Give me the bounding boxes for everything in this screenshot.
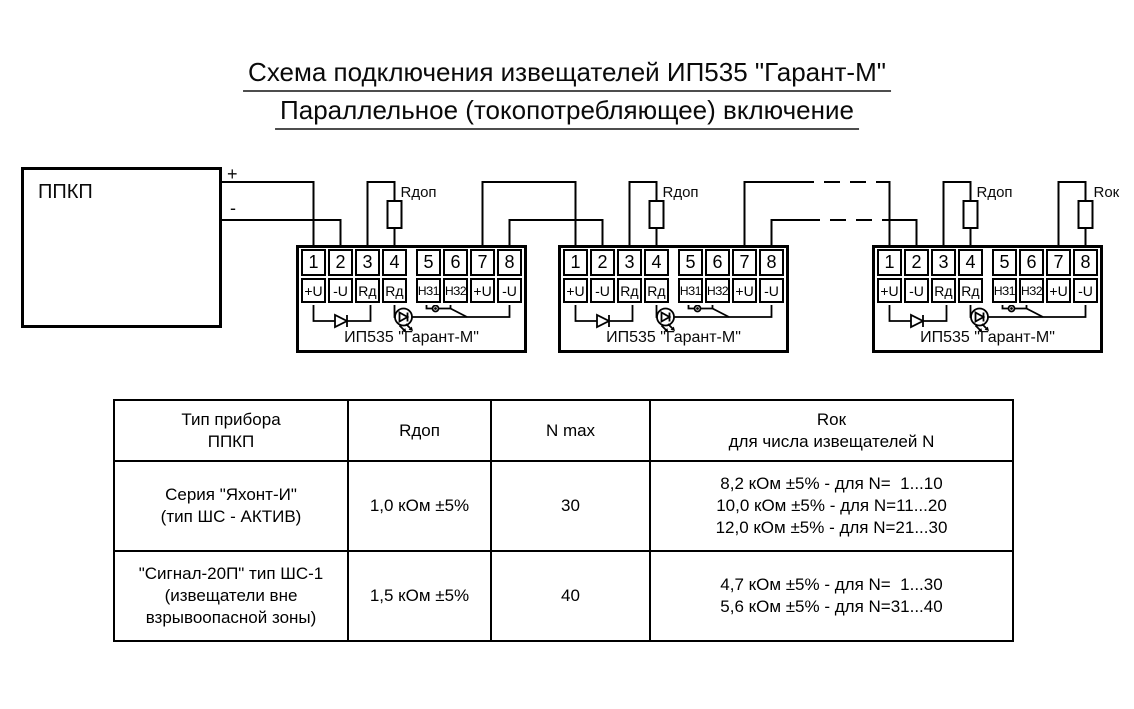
terminal-name-rd: Rд bbox=[617, 278, 642, 303]
row2-rok: 4,7 кОм ±5% - для N= 1...30 5,6 кОм ±5% - для N=31...40 bbox=[720, 575, 943, 616]
terminal-number-3: 3 bbox=[355, 249, 380, 276]
terminal-group-separator bbox=[671, 278, 676, 303]
terminal-number-7: 7 bbox=[732, 249, 757, 276]
terminal-number-6: 6 bbox=[705, 249, 730, 276]
terminal-name-plus-u: +U bbox=[877, 278, 902, 303]
terminal-number-7: 7 bbox=[1046, 249, 1071, 276]
resistor-rdop-3 bbox=[964, 201, 978, 228]
terminal-names-row bbox=[301, 278, 522, 303]
terminal-name-nz1: НЗ1 bbox=[678, 278, 703, 303]
terminal-name-minus-u: -U bbox=[904, 278, 929, 303]
diode-icon bbox=[314, 305, 371, 327]
terminal-name-minus-u: -U bbox=[590, 278, 615, 303]
detector-block-label: ИП535 "Гарант-М" bbox=[606, 329, 741, 346]
terminal-names-row bbox=[877, 278, 1098, 303]
terminal-group-separator bbox=[985, 278, 990, 303]
detector-block-2 bbox=[558, 245, 789, 353]
diode-icon bbox=[890, 305, 947, 327]
terminal-number-5: 5 bbox=[992, 249, 1017, 276]
resistor-rdop-2 bbox=[650, 201, 664, 228]
terminal-group-separator bbox=[409, 249, 414, 276]
rok-label: Rок bbox=[1093, 184, 1120, 201]
page-subtitle: Параллельное (токопотребляющее) включение bbox=[275, 95, 859, 130]
ppkp-label: ППКП bbox=[38, 181, 93, 203]
detector-block-1 bbox=[296, 245, 527, 353]
terminal-number-4: 4 bbox=[644, 249, 669, 276]
plus-terminal-label: + bbox=[227, 164, 238, 184]
terminal-name-nz1: НЗ1 bbox=[992, 278, 1017, 303]
terminal-name-minus-u: -U bbox=[497, 278, 522, 303]
terminal-number-2: 2 bbox=[590, 249, 615, 276]
page-title: Схема подключения извещателей ИП535 "Гарант-М" bbox=[243, 57, 891, 92]
terminal-name-rd: Rд bbox=[382, 278, 407, 303]
row1-device: Серия "Яхонт-И" (тип ШС - АКТИВ) bbox=[115, 462, 349, 552]
header-rok: Rок для числа извещателей N bbox=[651, 401, 1012, 462]
wire-block2-block3-plus-end bbox=[882, 182, 890, 249]
detector-block-label: ИП535 "Гарант-М" bbox=[920, 329, 1055, 346]
terminal-name-plus-u: +U bbox=[732, 278, 757, 303]
row1-rok: 8,2 кОм ±5% - для N= 1...10 10,0 кОм ±5% - для N=11...20 12,0 кОм ±5% - для N=21...30 bbox=[651, 462, 1012, 552]
resistor-rdop-1 bbox=[388, 201, 402, 228]
wire-block1-block2-plus bbox=[483, 182, 576, 249]
terminal-number-4: 4 bbox=[958, 249, 983, 276]
terminal-names-row bbox=[563, 278, 784, 303]
row2-device: "Сигнал-20П" тип ШС-1 (извещатели вне взрывоопасной зоны) bbox=[115, 552, 349, 640]
terminal-name-plus-u: +U bbox=[1046, 278, 1071, 303]
terminal-number-8: 8 bbox=[497, 249, 522, 276]
terminal-name-rd: Rд bbox=[355, 278, 380, 303]
terminal-number-7: 7 bbox=[470, 249, 495, 276]
terminal-group-separator bbox=[409, 278, 414, 303]
terminal-name-plus-u: +U bbox=[470, 278, 495, 303]
terminal-number-4: 4 bbox=[382, 249, 407, 276]
rdop-label-2: Rдоп bbox=[662, 184, 699, 201]
terminal-number-8: 8 bbox=[1073, 249, 1098, 276]
terminal-name-minus-u: -U bbox=[328, 278, 353, 303]
header-rdop: Rдоп bbox=[349, 401, 492, 462]
diode-icon bbox=[576, 305, 633, 327]
row1-rdop: 1,0 кОм ±5% bbox=[349, 462, 492, 552]
detector-block-3 bbox=[872, 245, 1103, 353]
nc-switch-icon bbox=[689, 305, 730, 317]
terminal-name-nz1: НЗ1 bbox=[416, 278, 441, 303]
terminal-number-1: 1 bbox=[877, 249, 902, 276]
terminal-number-3: 3 bbox=[617, 249, 642, 276]
terminal-name-rd: Rд bbox=[958, 278, 983, 303]
row2-rdop: 1,5 кОм ±5% bbox=[349, 552, 492, 640]
row2-nmax: 40 bbox=[492, 552, 651, 640]
rdop-label-1: Rдоп bbox=[400, 184, 437, 201]
terminal-name-rd: Rд bbox=[931, 278, 956, 303]
terminal-number-1: 1 bbox=[563, 249, 588, 276]
terminal-numbers-row bbox=[877, 249, 1098, 276]
terminal-group-separator bbox=[985, 249, 990, 276]
terminal-name-nz2: НЗ2 bbox=[705, 278, 730, 303]
terminal-name-minus-u: -U bbox=[759, 278, 784, 303]
terminal-number-5: 5 bbox=[678, 249, 703, 276]
terminal-name-nz2: НЗ2 bbox=[1019, 278, 1044, 303]
minus-terminal-label: - bbox=[230, 198, 236, 218]
terminal-number-2: 2 bbox=[904, 249, 929, 276]
terminal-numbers-row bbox=[301, 249, 522, 276]
terminal-number-2: 2 bbox=[328, 249, 353, 276]
header-nmax: N max bbox=[492, 401, 651, 462]
detector-block-label: ИП535 "Гарант-М" bbox=[344, 329, 479, 346]
terminal-group-separator bbox=[671, 249, 676, 276]
terminal-number-1: 1 bbox=[301, 249, 326, 276]
terminal-name-rd: Rд bbox=[644, 278, 669, 303]
spec-table bbox=[113, 399, 1014, 642]
terminal-name-plus-u: +U bbox=[563, 278, 588, 303]
header-device-type: Тип прибора ППКП bbox=[115, 401, 349, 462]
terminal-number-3: 3 bbox=[931, 249, 956, 276]
terminal-number-8: 8 bbox=[759, 249, 784, 276]
terminal-number-6: 6 bbox=[1019, 249, 1044, 276]
terminal-number-6: 6 bbox=[443, 249, 468, 276]
resistor-rok bbox=[1079, 201, 1093, 228]
nc-switch-icon bbox=[1003, 305, 1044, 317]
terminal-name-nz2: НЗ2 bbox=[443, 278, 468, 303]
nc-switch-icon bbox=[427, 305, 468, 317]
terminal-name-minus-u: -U bbox=[1073, 278, 1098, 303]
row1-nmax: 30 bbox=[492, 462, 651, 552]
terminal-number-5: 5 bbox=[416, 249, 441, 276]
terminal-numbers-row bbox=[563, 249, 784, 276]
rdop-label-3: Rдоп bbox=[976, 184, 1013, 201]
terminal-name-plus-u: +U bbox=[301, 278, 326, 303]
